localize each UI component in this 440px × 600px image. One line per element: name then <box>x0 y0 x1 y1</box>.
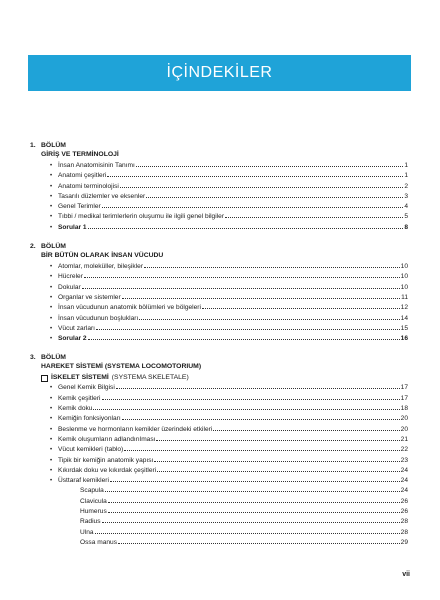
bullet-icon: • <box>50 457 53 464</box>
dot-leader <box>202 308 400 309</box>
toc-entry[interactable] <box>30 528 408 538</box>
dot-leader <box>105 491 400 492</box>
toc-entry-page: 3 <box>404 192 408 200</box>
dot-leader <box>84 277 400 278</box>
bullet-icon: • <box>50 385 53 392</box>
toc-entry-page: 2 <box>404 182 408 190</box>
toc-entry-label: Anatomi çeşitleri <box>58 172 107 180</box>
bullet-icon: • <box>50 447 53 454</box>
dot-leader <box>110 481 400 482</box>
toc-entry-label: Kemik oluşumların adlandırılması <box>58 435 156 443</box>
toc-entry[interactable] <box>30 171 408 181</box>
toc-entry-label: Sorular 2 <box>58 335 87 343</box>
toc-entry[interactable] <box>30 425 408 435</box>
toc-entry-label: Kemiğin fonksiyonları <box>58 415 121 423</box>
toc-entry-label: Hücreler <box>58 273 83 281</box>
toc-entry-page: 24 <box>400 477 408 485</box>
toc-entry-page: 21 <box>400 435 408 443</box>
toc-entry-label: Kıkırdak doku ve kıkırdak çeşitleri <box>58 466 157 474</box>
toc-entry-page: 28 <box>400 518 408 526</box>
dot-leader <box>108 512 400 513</box>
toc-entry-label: Clavicula <box>80 497 107 505</box>
toc-entry-page: 20 <box>400 415 408 423</box>
toc-entry-label: İnsan vücudunun anatomik bölümleri ve bölgeleri <box>58 304 201 312</box>
bullet-icon: • <box>50 426 53 433</box>
page-number: vii <box>402 571 410 578</box>
table-of-contents <box>30 141 408 557</box>
toc-entry-page: 22 <box>400 446 408 454</box>
toc-entry[interactable] <box>30 507 408 517</box>
toc-entry-page: 1 <box>404 162 408 169</box>
toc-entry[interactable] <box>30 394 408 404</box>
bullet-icon: • <box>50 274 53 281</box>
toc-entry-page: 4 <box>404 203 408 211</box>
section-heading <box>30 353 408 362</box>
toc-entry[interactable] <box>30 538 408 548</box>
dot-leader <box>102 207 404 208</box>
checkbox-square-icon <box>41 375 48 382</box>
toc-entry-page: 23 <box>400 456 408 464</box>
toc-entry[interactable] <box>30 497 408 507</box>
bullet-icon: • <box>50 294 53 301</box>
toc-entry-label: Ulna <box>80 528 94 536</box>
bullet-icon: • <box>50 284 53 291</box>
dot-leader <box>157 471 399 472</box>
toc-entry-label: Humerus <box>80 508 107 516</box>
toc-entry[interactable] <box>30 334 408 344</box>
bullet-icon: • <box>50 436 53 443</box>
section-heading <box>30 242 408 251</box>
toc-section <box>30 141 408 233</box>
toc-entry[interactable] <box>30 414 408 424</box>
dot-leader <box>122 298 400 299</box>
toc-entry-label: Genel Terimler <box>58 203 101 211</box>
toc-entry[interactable] <box>30 324 408 334</box>
toc-entry-page: 16 <box>400 335 408 343</box>
dot-leader <box>146 197 403 198</box>
dot-leader <box>122 419 400 420</box>
toc-entry-page: 18 <box>400 405 408 413</box>
toc-entry-label: Atomlar, moleküller, bileşikler <box>58 263 144 271</box>
toc-entry[interactable] <box>30 486 408 496</box>
bullet-icon: • <box>50 193 53 200</box>
section-label: BÖLÜM <box>41 243 66 251</box>
toc-entry-page: 10 <box>400 283 408 291</box>
toc-entry[interactable] <box>30 404 408 414</box>
dot-leader <box>108 502 400 503</box>
section-number: 3. <box>30 354 36 362</box>
toc-entry-label: Vücut kemikleri (tablo) <box>58 446 124 454</box>
dot-leader <box>88 228 404 229</box>
toc-entry-page: 14 <box>400 314 408 322</box>
toc-entry-page: 26 <box>400 497 408 505</box>
toc-entry[interactable] <box>30 283 408 293</box>
dot-leader <box>88 339 400 340</box>
toc-entry-label: Scapula <box>80 487 104 495</box>
toc-entry-label: Ossa manus <box>80 538 118 546</box>
subsection-title: İSKELET SİSTEMİ <box>51 374 109 382</box>
dot-leader <box>102 399 400 400</box>
toc-entry-label: Radius <box>80 518 101 526</box>
dot-leader <box>154 461 399 462</box>
toc-entry-label: Sorular 1 <box>58 223 87 231</box>
bullet-icon: • <box>50 173 53 180</box>
toc-entry-page: 10 <box>400 263 408 271</box>
toc-entry-page: 29 <box>400 538 408 546</box>
toc-title-banner <box>28 55 411 91</box>
bullet-icon: • <box>50 224 53 231</box>
toc-entry[interactable] <box>30 182 408 192</box>
toc-entry-label: İnsan Anatomisinin Tanımı <box>58 162 135 169</box>
toc-entry[interactable] <box>30 314 408 324</box>
section-heading <box>30 141 408 150</box>
dot-leader <box>95 533 400 534</box>
bullet-icon: • <box>50 416 53 423</box>
toc-entry[interactable] <box>30 262 408 272</box>
toc-entry-label: Kemik çeşitleri <box>58 394 101 402</box>
toc-entry-label: Organlar ve sistemler <box>58 293 121 301</box>
dot-leader <box>107 176 403 177</box>
toc-entry[interactable] <box>30 383 408 393</box>
bullet-icon: • <box>50 478 53 485</box>
dot-leader <box>139 319 399 320</box>
dot-leader <box>93 409 399 410</box>
bullet-icon: • <box>50 305 53 312</box>
toc-entry[interactable] <box>30 476 408 486</box>
toc-entry[interactable] <box>30 202 408 212</box>
bullet-icon: • <box>50 264 53 271</box>
toc-entry-page: 26 <box>400 508 408 516</box>
bullet-icon: • <box>50 214 53 221</box>
dot-leader <box>213 430 399 431</box>
section-title: GİRİŞ VE TERMİNOLOJİ <box>41 151 119 158</box>
bullet-icon: • <box>50 395 53 402</box>
dot-leader <box>102 522 400 523</box>
toc-entry-page: 17 <box>400 394 408 402</box>
toc-entry-page: 5 <box>404 213 408 221</box>
toc-entry-page: 12 <box>400 304 408 312</box>
toc-entry[interactable] <box>30 293 408 303</box>
toc-entry[interactable] <box>30 445 408 455</box>
toc-entry-label: İnsan vücudunun boşlukları <box>58 314 139 322</box>
toc-entry-label: Kemik doku <box>58 405 93 413</box>
dot-leader <box>136 166 403 167</box>
subsection-heading <box>30 373 408 383</box>
dot-leader <box>156 440 399 441</box>
bullet-icon: • <box>50 315 53 322</box>
toc-entry[interactable] <box>30 435 408 445</box>
toc-entry-label: Tipik bir kemiğin anatomik yapısı <box>58 456 154 464</box>
bullet-icon: • <box>50 325 53 332</box>
section-label: BÖLÜM <box>41 142 66 149</box>
dot-leader <box>118 543 400 544</box>
section-title: BİR BÜTÜN OLARAK İNSAN VÜCUDU <box>41 252 164 260</box>
bullet-icon: • <box>50 204 53 211</box>
dot-leader <box>124 450 399 451</box>
toc-entry-label: Genel Kemik Bilgisi <box>58 384 115 392</box>
section-title: HAREKET SİSTEMİ (SYSTEMA LOCOMOTORIUM) <box>41 363 202 371</box>
toc-entry-label: Tıbbi / medikal terimlerlerin oluşumu ile ilgili genel bilgiler <box>58 213 225 221</box>
page-title: İÇİNDEKİLER <box>166 64 273 81</box>
toc-entry[interactable] <box>30 223 408 233</box>
toc-entry[interactable] <box>30 466 408 476</box>
toc-entry-page: 20 <box>400 425 408 433</box>
bullet-icon: • <box>50 467 53 474</box>
dot-leader <box>120 187 403 188</box>
toc-entry-page: 15 <box>400 324 408 332</box>
toc-entry[interactable] <box>30 161 408 171</box>
toc-section <box>30 353 408 548</box>
toc-entry-label: Beslenme ve hormonların kemikler üzerindeki etkileri <box>58 425 213 433</box>
subsection-latin-name: (SYSTEMA SKELETALE) <box>111 374 189 382</box>
bullet-icon: • <box>50 163 53 169</box>
dot-leader <box>116 388 400 389</box>
toc-entry-page: 24 <box>400 466 408 474</box>
toc-entry[interactable] <box>30 517 408 527</box>
toc-entry-label: Anatomi terminolojisi <box>58 182 119 190</box>
toc-entry-page: 10 <box>400 273 408 281</box>
bullet-icon: • <box>50 183 53 190</box>
toc-entry-page: 11 <box>401 293 408 301</box>
dot-leader <box>225 217 403 218</box>
toc-entry-label: Tasarılı düzlemler ve eksenler <box>58 192 146 200</box>
dot-leader <box>144 267 400 268</box>
toc-entry-page: 28 <box>400 528 408 536</box>
toc-entry-page: 1 <box>404 172 408 180</box>
dot-leader <box>82 288 400 289</box>
section-number: 1. <box>30 142 36 149</box>
bullet-icon: • <box>50 406 53 413</box>
toc-entry[interactable] <box>30 456 408 466</box>
toc-entry-page: 24 <box>400 487 408 495</box>
toc-entry-label: Vücut zarları <box>58 324 96 332</box>
toc-entry[interactable] <box>30 303 408 313</box>
bullet-icon: • <box>50 336 53 343</box>
toc-entry-page: 17 <box>400 384 408 392</box>
toc-entry-page: 8 <box>404 223 408 231</box>
section-label: BÖLÜM <box>41 354 66 362</box>
toc-section <box>30 242 408 344</box>
toc-entry[interactable] <box>30 192 408 202</box>
toc-entry[interactable] <box>30 212 408 222</box>
toc-entry-label: Dokular <box>58 283 81 291</box>
toc-entry[interactable] <box>30 272 408 282</box>
dot-leader <box>96 329 400 330</box>
section-number: 2. <box>30 243 36 251</box>
toc-entry-label: Üsttaraf kemikleri <box>58 477 109 485</box>
